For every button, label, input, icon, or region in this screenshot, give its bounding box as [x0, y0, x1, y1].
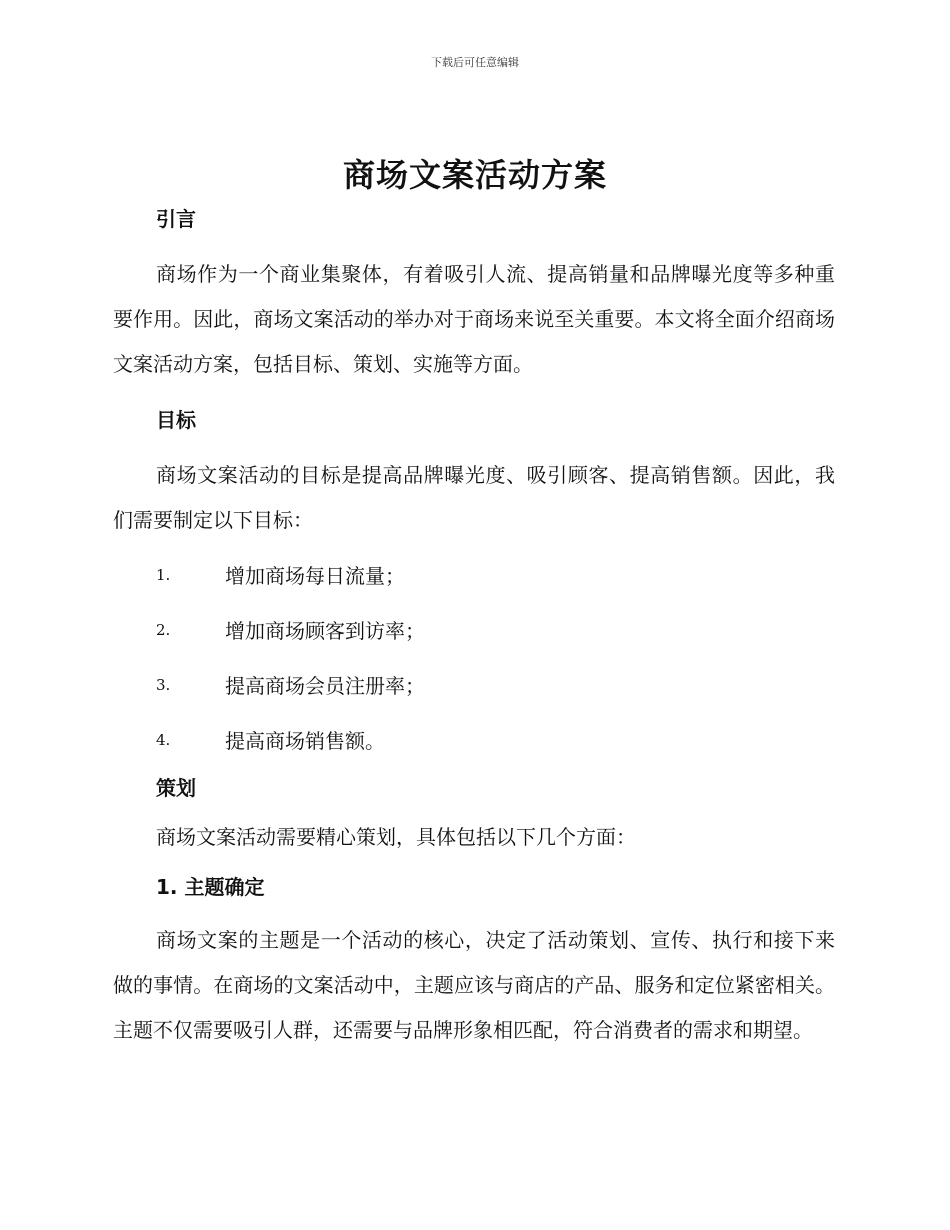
goals-paragraph: 商场文案活动的目标是提高品牌曝光度、吸引顾客、提高销售额。因此，我们需要制定以下目标：: [113, 463, 835, 532]
list-item: [113, 602, 835, 657]
section-heading-planning: 策划: [156, 776, 196, 800]
header-note: 下载后可任意编辑: [431, 56, 519, 69]
document-title: 商场文案活动方案: [342, 156, 607, 194]
list-item-number: 3.: [156, 675, 171, 694]
theme-paragraph: 商场文案的主题是一个活动的核心，决定了活动策划、宣传、执行和接下来做的事情。在商场的文案活动中，主题应该与商店的产品、服务和定位紧密相关。主题不仅需要吸引人群，还需要与品牌形象相匹配，符合消费者的需求和期望。: [113, 928, 835, 1042]
list-item-number: 1.: [156, 565, 171, 584]
document-body: [113, 202, 835, 1053]
list-item-number: 2.: [156, 620, 171, 639]
list-item: [113, 657, 835, 712]
intro-paragraph: 商场作为一个商业集聚体，有着吸引人流、提高销量和品牌曝光度等多种重要作用。因此，商场文案活动的举办对于商场来说至关重要。本文将全面介绍商场文案活动方案，包括目标、策划、实施等方面。: [113, 262, 835, 376]
list-item: [113, 547, 835, 602]
list-item: [113, 712, 835, 767]
subheading-theme: 1. 主题确定: [156, 875, 265, 899]
list-item-text: 提高商场会员注册率；: [225, 674, 425, 698]
goals-list: [113, 547, 835, 767]
planning-paragraph: 商场文案活动需要精心策划，具体包括以下几个方面：: [156, 825, 636, 849]
list-item-text: 增加商场每日流量；: [225, 564, 405, 588]
section-heading-intro: 引言: [156, 207, 196, 231]
list-item-text: 增加商场顾客到访率；: [225, 619, 425, 643]
section-heading-goals: 目标: [156, 408, 196, 432]
list-item-text: 提高商场销售额。: [225, 729, 385, 753]
list-item-number: 4.: [156, 730, 171, 749]
